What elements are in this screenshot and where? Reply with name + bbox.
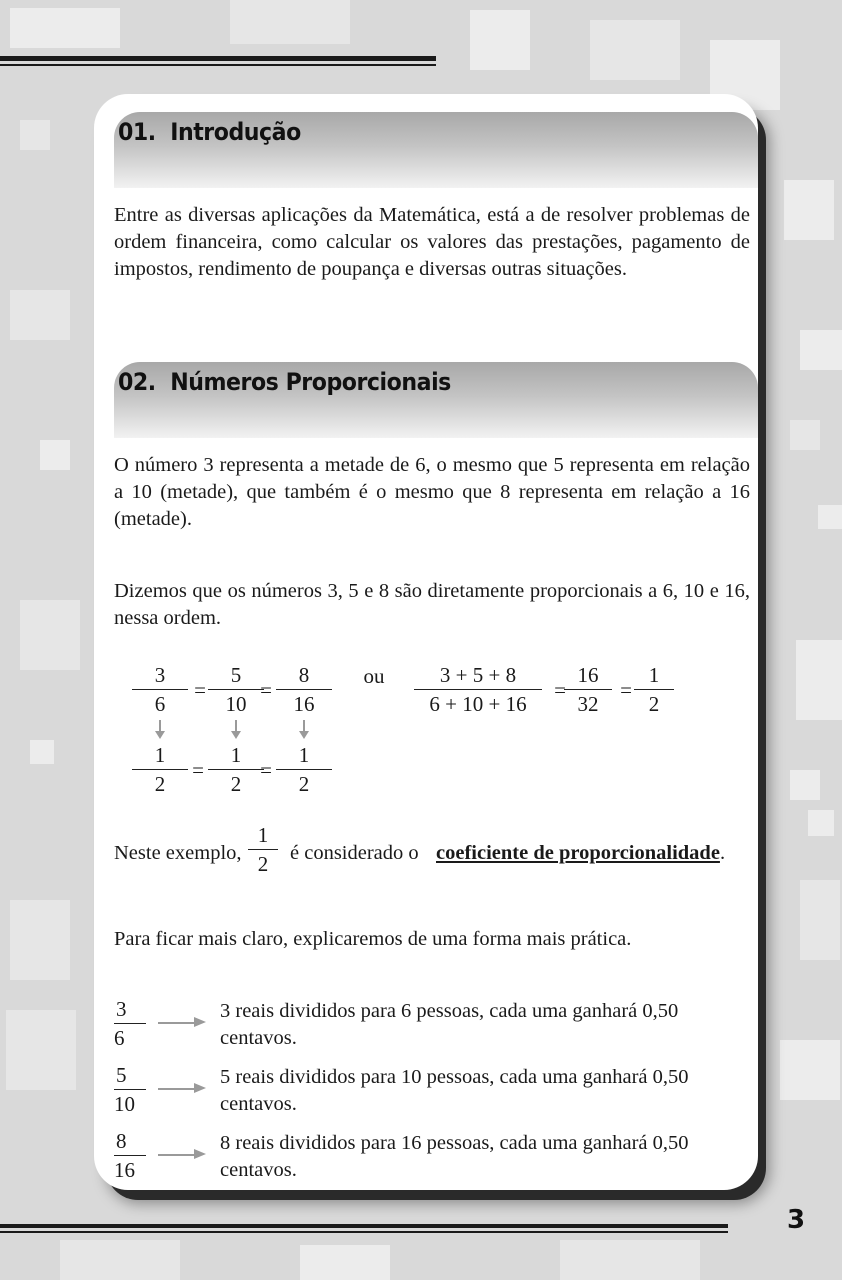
equals-sign: = [260,678,272,702]
example-fraction: $\frac{8}{16}$ [114,1130,146,1181]
right-arrow-icon [158,1014,206,1028]
example-text: 3 reais divididos para 6 pessoas, cada uma ganhará 0,50 centavos. [220,1000,679,1049]
coefficient-fraction: $\frac{1}{2}$ [248,824,278,875]
page-number: 3 [786,1205,806,1235]
simplified-fraction: $\frac{1}{2}$ [634,664,674,715]
proportional-paragraph-2: Dizemos que os números 3, 5 e 8 são diretamente proporcionais a 6, 10 e 16, nessa ordem. [114,580,750,629]
top-rule-thin [0,64,436,66]
top-rule [0,56,436,61]
equals-sign: = [620,678,632,702]
equals-sign: = [194,678,206,702]
example-text: 5 reais divididos para 10 pessoas, cada uma ganhará 0,50 centavos. [220,1066,689,1115]
sum-fraction: $\frac{3 + 5 + 8}{6 + 10 + 16}$ [414,664,542,715]
section-header-intro [114,112,758,188]
section-header-proportional [114,362,758,438]
fraction: $\frac{3}{6}$ [132,664,188,715]
result-fraction: $\frac{16}{32}$ [564,664,612,715]
fraction: $\frac{1}{2}$ [208,744,264,795]
intro-paragraph: Entre as diversas aplicações da Matemática, está a de resolver problemas de ordem financeira, como calcular os valores das prestações, pagamento de impostos, rendimento de poupança e diversas outras situações. [114,204,750,280]
equals-sign: = [192,758,204,782]
or-word: ou [363,664,385,688]
down-arrow-icon [298,720,310,740]
bottom-rule [0,1224,728,1228]
coefficient-prefix: Neste exemplo, [114,842,242,864]
down-arrow-icon [230,720,242,740]
equals-sign: = [260,758,272,782]
down-arrow-icon [154,720,166,740]
example-fraction: $\frac{5}{10}$ [114,1064,146,1115]
proportional-paragraph-1: O número 3 representa a metade de 6, o mesmo que 5 representa em relação a 10 (metade), que também é o mesmo que 8 representa em relação a 16 (metade). [114,454,750,530]
right-arrow-icon [158,1080,206,1094]
content-card [94,94,758,1190]
equals-sign: = [554,678,566,702]
example-text: 8 reais divididos para 16 pessoas, cada uma ganhará 0,50 centavos. [220,1132,689,1181]
fraction: $\frac{1}{2}$ [132,744,188,795]
coefficient-keyword: coeficiente de proporcionalidade [436,842,720,864]
fraction: $\frac{1}{2}$ [276,744,332,795]
practical-intro: Para ficar mais claro, explicaremos de uma forma mais prática. [114,928,632,950]
section-title-intro: 01. Introdução [118,118,301,146]
right-arrow-icon [158,1146,206,1160]
fraction: $\frac{8}{16}$ [276,664,332,715]
section-title-proportional: 02. Números Proporcionais [118,368,451,396]
example-fraction: $\frac{3}{6}$ [114,998,146,1049]
bottom-rule-thin [0,1231,728,1233]
coefficient-keyword-line: coeficiente de proporcionalidade. [436,842,726,864]
fraction: $\frac{5}{10}$ [208,664,264,715]
coefficient-middle: é considerado o [290,842,419,864]
